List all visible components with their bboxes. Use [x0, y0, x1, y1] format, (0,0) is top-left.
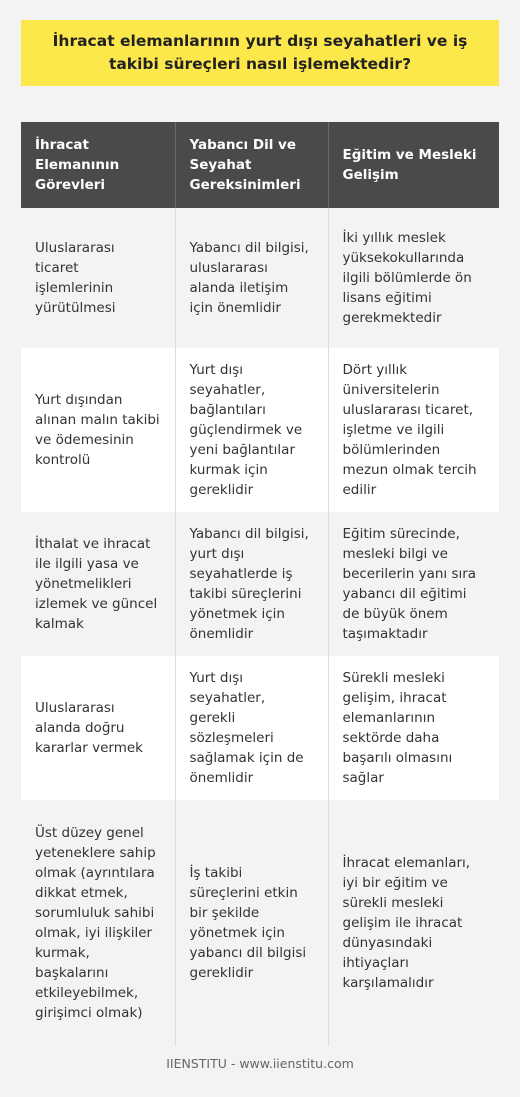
table-cell: İş takibi süreçlerini etkin bir şekilde yönetmek için yabancı dil bilgisi gereklidir: [175, 800, 328, 1046]
title-banner: [21, 20, 499, 86]
table-cell: Yabancı dil bilgisi, uluslararası alanda iletişim için önemlidir: [175, 208, 328, 348]
table-cell: İhracat elemanları, iyi bir eğitim ve sürekli mesleki gelişim ile ihracat dünyasındaki ihtiyaçları karşılamalıdır: [328, 800, 499, 1046]
table-cell: İthalat ve ihracat ile ilgili yasa ve yönetmelikleri izlemek ve güncel kalmak: [21, 512, 175, 656]
table-cell: Üst düzey genel yeteneklere sahip olmak (ayrıntılara dikkat etmek, sorumluluk sahibi olmak, iyi ilişkiler kurmak, başkalarını etkileyebilmek, girişimci olmak): [21, 800, 175, 1046]
table-cell: Yurt dışından alınan malın takibi ve ödemesinin kontrolü: [21, 348, 175, 512]
table-row: [21, 512, 499, 656]
table-row: [21, 208, 499, 348]
table-cell: Sürekli mesleki gelişim, ihracat elemanlarının sektörde daha başarılı olmasını sağlar: [328, 656, 499, 800]
column-header-language-travel: Yabancı Dil ve Seyahat Gereksinimleri: [175, 122, 328, 208]
table-cell: Yurt dışı seyahatler, bağlantıları güçlendirmek ve yeni bağlantılar kurmak için gereklidir: [175, 348, 328, 512]
page-title: İhracat elemanlarının yurt dışı seyahatleri ve iş takibi süreçleri nasıl işlemektedir?: [52, 32, 468, 73]
table-row: [21, 656, 499, 800]
table-cell: Yabancı dil bilgisi, yurt dışı seyahatlerde iş takibi süreçlerini yönetmek için önemlidir: [175, 512, 328, 656]
column-header-education: Eğitim ve Mesleki Gelişim: [328, 122, 499, 208]
table-cell: Dört yıllık üniversitelerin uluslararası ticaret, işletme ve ilgili bölümlerinden mezun olmak tercih edilir: [328, 348, 499, 512]
table-row: [21, 800, 499, 1046]
table-cell: Eğitim sürecinde, mesleki bilgi ve becerilerin yanı sıra yabancı dil eğitimi de büyük önem taşımaktadır: [328, 512, 499, 656]
column-header-duties: İhracat Elemanının Görevleri: [21, 122, 175, 208]
table-cell: Yurt dışı seyahatler, gerekli sözleşmeleri sağlamak için de önemlidir: [175, 656, 328, 800]
comparison-table: [21, 122, 499, 1046]
table-cell: İki yıllık meslek yüksekokullarında ilgili bölümlerde ön lisans eğitimi gerekmektedir: [328, 208, 499, 348]
table-cell: Uluslararası alanda doğru kararlar vermek: [21, 656, 175, 800]
table-header-row: [21, 122, 499, 208]
table-cell: Uluslararası ticaret işlemlerinin yürütülmesi: [21, 208, 175, 348]
footer-credit: IIENSTITU - www.iienstitu.com: [166, 1056, 354, 1071]
table-row: [21, 348, 499, 512]
